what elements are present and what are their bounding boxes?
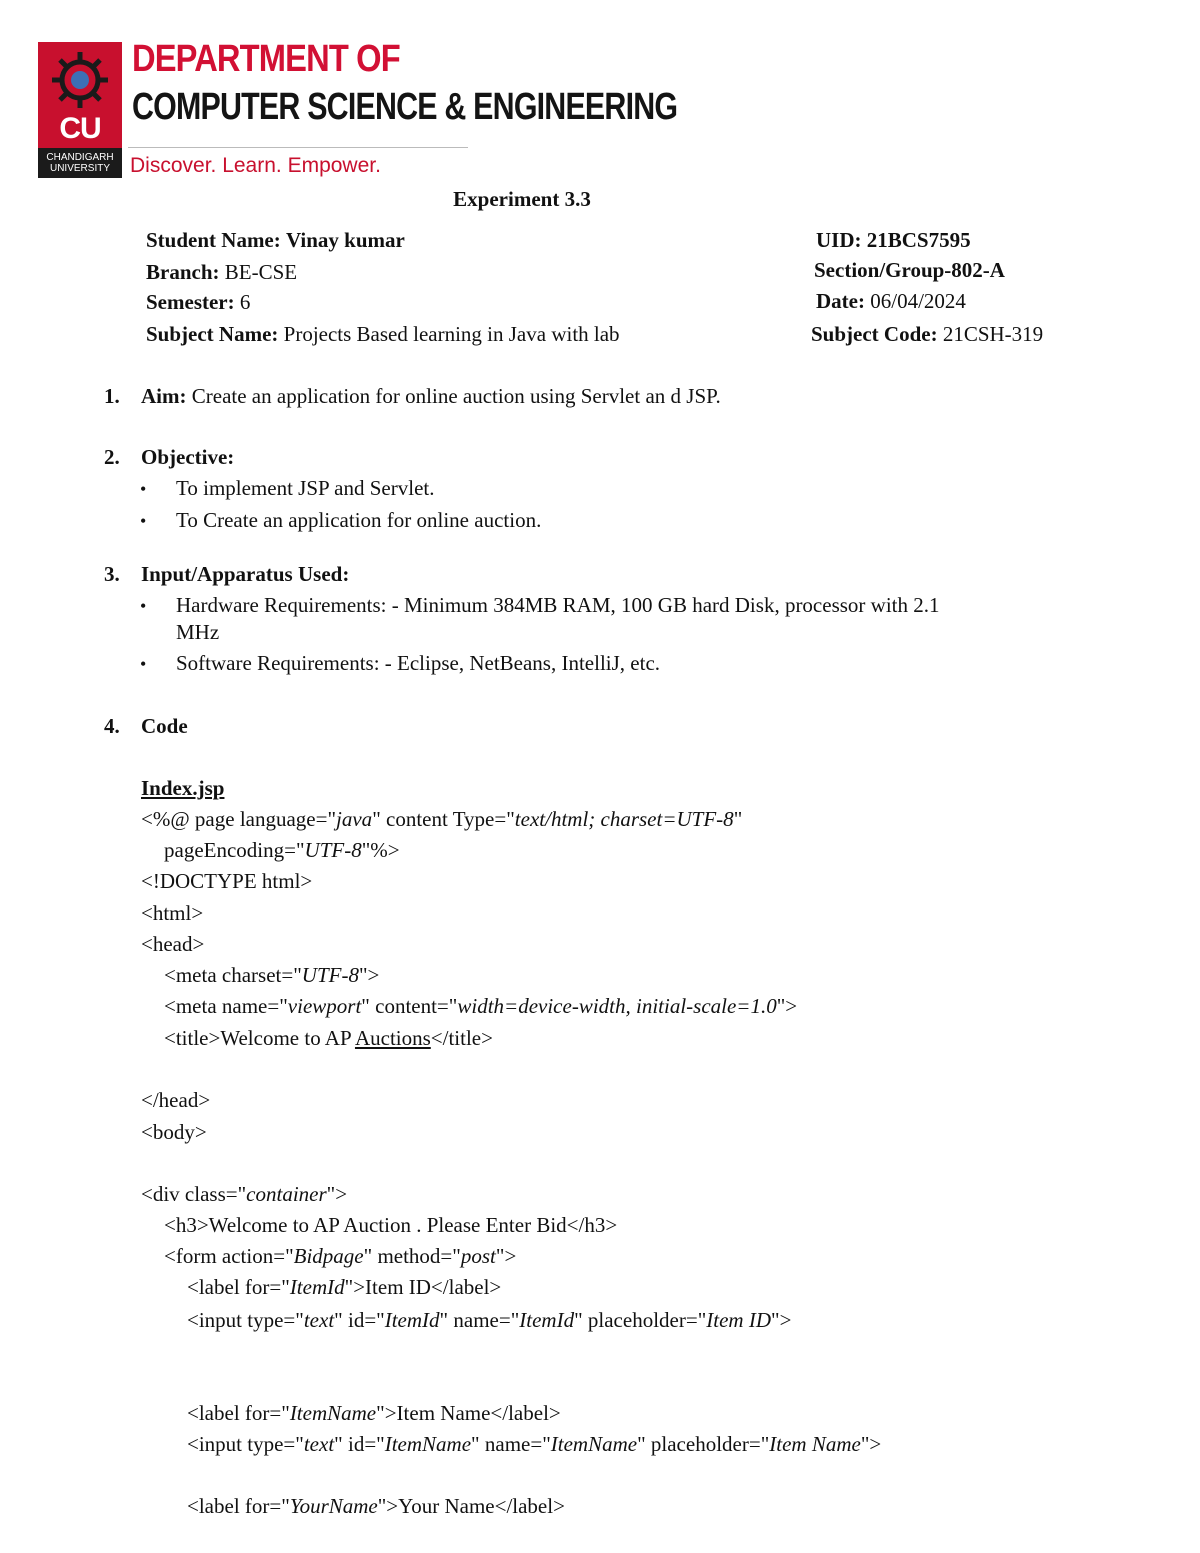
semester-label: Semester:	[146, 290, 235, 314]
code-line: <body>	[141, 1120, 207, 1144]
code-number: 4.	[104, 714, 120, 738]
branch-value: BE-CSE	[224, 260, 298, 284]
date-row	[816, 289, 966, 314]
code-line: <h3>Welcome to AP Auction . Please Enter Bid</h3>	[164, 1213, 618, 1237]
apparatus-number: 3.	[104, 562, 120, 586]
code-line: <input type="text" id="ItemId" name="ItemId" placeholder="Item ID">	[187, 1308, 792, 1332]
apparatus-heading: Input/Apparatus Used:	[141, 562, 350, 586]
code-line: <div class="container">	[141, 1182, 348, 1206]
subject-name-value: Projects Based learning in Java with lab	[283, 322, 620, 346]
uid-value: 21BCS7595	[866, 228, 971, 252]
tagline: Discover. Learn. Empower.	[130, 154, 381, 177]
code-line: <html>	[141, 901, 204, 925]
logo-university-band	[38, 148, 122, 178]
hardware-requirements-line2: MHz	[176, 620, 220, 644]
code-line: <%@ page language="java" content Type="text/html; charset=UTF-8"	[141, 807, 743, 831]
code-line: <input type="text" id="ItemName" name="ItemName" placeholder="Item Name">	[187, 1432, 882, 1456]
student-name-label: Student Name:	[146, 228, 281, 252]
aim-row	[141, 384, 721, 409]
logo-cu-text: CU	[59, 112, 101, 145]
branch-label: Branch:	[146, 260, 220, 284]
bullet-icon: •	[140, 511, 147, 531]
student-name-row	[146, 228, 405, 253]
code-line: <head>	[141, 932, 205, 956]
header-divider	[128, 147, 468, 148]
date-value: 06/04/2024	[870, 289, 966, 313]
section-row	[814, 258, 1005, 283]
software-requirements: Software Requirements: - Eclipse, NetBeans, IntelliJ, etc.	[176, 651, 661, 675]
subject-name-row	[146, 322, 620, 347]
logo-university-line2: UNIVERSITY	[49, 163, 110, 174]
bullet-icon: •	[140, 596, 147, 616]
aim-number: 1.	[104, 384, 120, 408]
uid-row	[816, 228, 971, 253]
logo-university-text	[38, 152, 122, 174]
code-line: <title>Welcome to AP Auctions</title>	[164, 1026, 493, 1050]
subject-code-value: 21CSH-319	[942, 322, 1044, 346]
code-line: pageEncoding="UTF-8"%>	[164, 838, 400, 862]
aim-label: Aim:	[141, 384, 187, 408]
semester-value: 6	[239, 290, 251, 314]
subject-name-label: Subject Name:	[146, 322, 279, 346]
code-line: <label for="ItemId">Item ID</label>	[187, 1275, 502, 1299]
code-heading: Code	[141, 714, 188, 738]
objective-heading: Objective:	[141, 445, 235, 469]
objective-bullet-2: To Create an application for online auction.	[176, 508, 542, 532]
code-line: <!DOCTYPE html>	[141, 869, 313, 893]
code-line: </head>	[141, 1088, 211, 1112]
semester-row	[146, 290, 250, 315]
objective-number: 2.	[104, 445, 120, 469]
department-title-line2: COMPUTER SCIENCE & ENGINEERING	[132, 86, 678, 128]
subject-code-row	[811, 322, 1043, 347]
code-line: <label for="ItemName">Item Name</label>	[187, 1401, 561, 1425]
code-line: <label for="YourName">Your Name</label>	[187, 1494, 565, 1518]
code-line: <meta charset="UTF-8">	[164, 963, 380, 987]
date-label: Date:	[816, 289, 865, 313]
hardware-requirements-line1: Hardware Requirements: - Minimum 384MB RAM, 100 GB hard Disk, processor with 2.1	[176, 593, 940, 617]
subject-code-label: Subject Code:	[811, 322, 938, 346]
code-line: <form action="Bidpage" method="post">	[164, 1244, 517, 1268]
gear-emblem-icon	[48, 48, 112, 112]
branch-row	[146, 260, 297, 285]
code-file-name: Index.jsp	[141, 776, 225, 800]
code-line: <meta name="viewport" content="width=device-width, initial-scale=1.0">	[164, 994, 798, 1018]
department-title-line1: DEPARTMENT OF	[132, 38, 400, 80]
student-name-value: Vinay kumar	[286, 228, 405, 252]
section-label: Section/Group-802-A	[814, 258, 1005, 282]
experiment-title: Experiment 3.3	[453, 187, 591, 211]
bullet-icon: •	[140, 654, 147, 674]
logo-university-line1: CHANDIGARH	[46, 152, 114, 163]
uid-label: UID:	[816, 228, 862, 252]
objective-bullet-1: To implement JSP and Servlet.	[176, 476, 435, 500]
aim-text: Create an application for online auction using Servlet an d JSP.	[191, 384, 721, 408]
bullet-icon: •	[140, 479, 147, 499]
university-logo	[38, 42, 122, 178]
